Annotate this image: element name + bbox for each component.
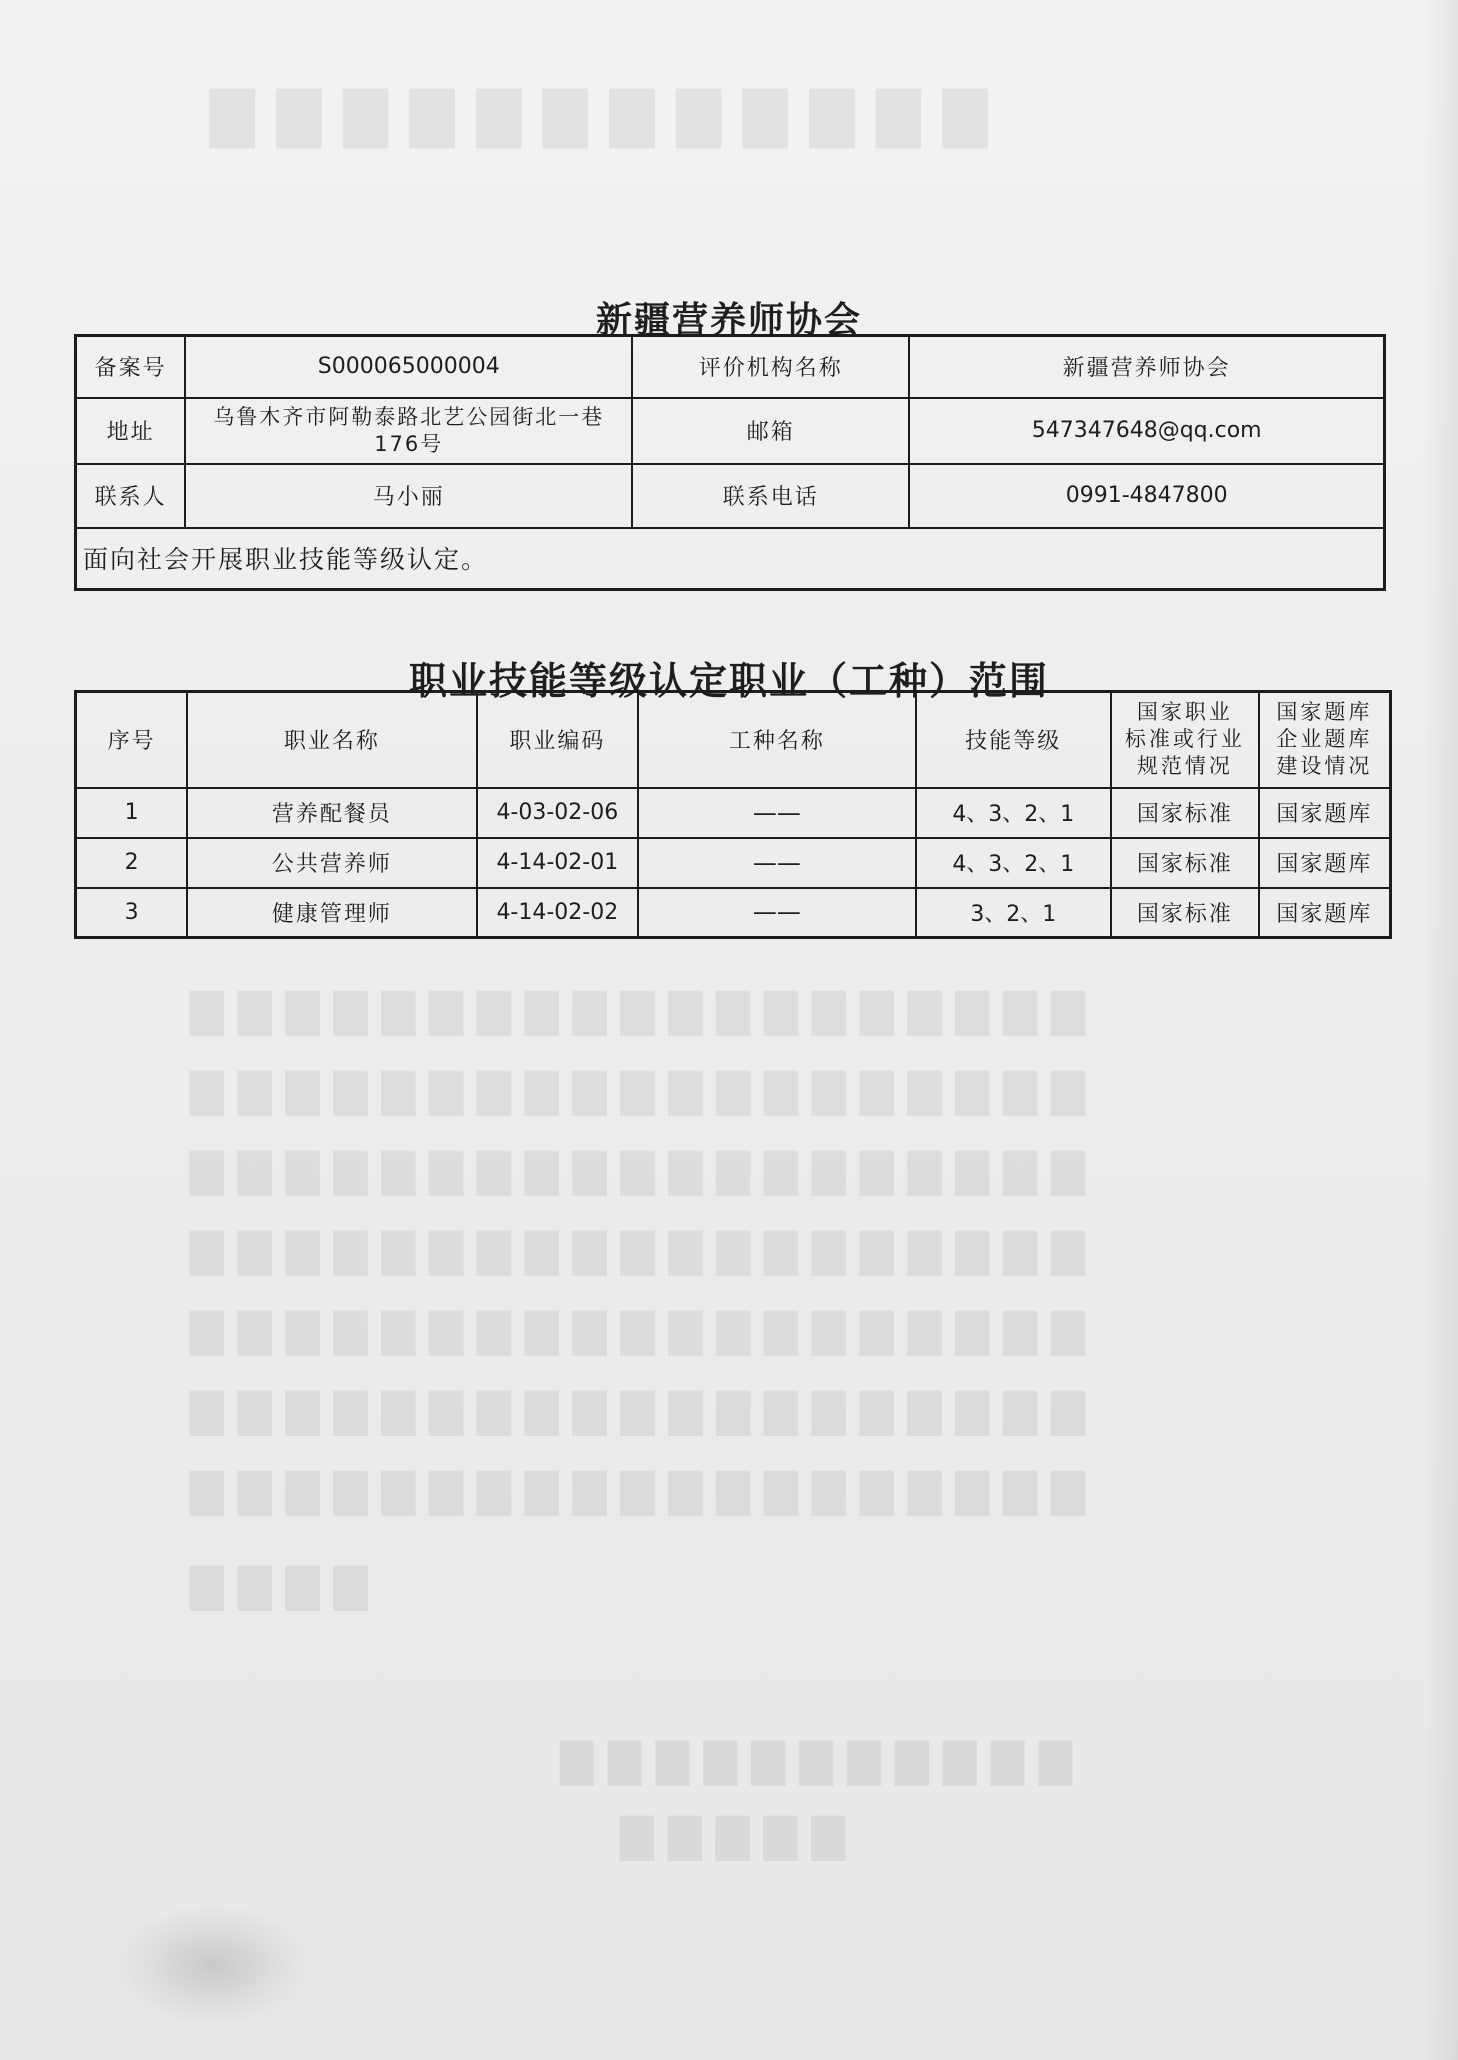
toner-smudge — [118, 1905, 308, 2025]
address-row — [76, 398, 1385, 464]
bleed-through-line: ▇▇▇▇▇▇▇▇▇▇▇▇▇▇▇▇▇▇▇ — [190, 1305, 1099, 1356]
cell-question-bank: 国家题库 — [1259, 838, 1391, 888]
occupation-scope-table — [74, 690, 1392, 939]
cell-level: 3、2、1 — [916, 888, 1112, 938]
header-question-bank-line: 企业题库 — [1276, 727, 1373, 752]
contact-row — [76, 464, 1385, 528]
bleed-through-line: ▇▇▇▇▇▇▇▇▇▇▇▇▇▇▇▇▇▇▇ — [190, 1145, 1099, 1196]
cell-code: 4-03-02-06 — [477, 788, 639, 838]
email-label: 邮箱 — [632, 398, 909, 464]
cell-job-type: —— — [638, 788, 915, 838]
cell-occupation: 营养配餐员 — [187, 788, 476, 838]
contact-value: 马小丽 — [185, 464, 632, 528]
scope-header-row — [76, 692, 1391, 788]
cell-job-type: —— — [638, 838, 915, 888]
phone-value: 0991-4847800 — [909, 464, 1384, 528]
cell-job-type: —— — [638, 888, 915, 938]
cell-question-bank: 国家题库 — [1259, 788, 1391, 838]
phone-label: 联系电话 — [632, 464, 909, 528]
agency-name-label: 评价机构名称 — [632, 336, 909, 398]
contact-label: 联系人 — [76, 464, 186, 528]
bleed-through-line: ▇▇▇▇▇▇▇▇▇▇▇▇▇▇▇▇▇▇▇ — [190, 1465, 1099, 1516]
record-no-label: 备案号 — [76, 336, 186, 398]
bleed-through-line: ▇▇▇▇▇▇▇▇▇▇▇ — [560, 1735, 1087, 1786]
scope-title: 职业技能等级认定职业（工种）范围 — [408, 659, 1049, 703]
header-level: 技能等级 — [916, 692, 1112, 788]
cell-standard: 国家标准 — [1111, 838, 1259, 888]
bleed-through-line: ▇▇▇▇▇ — [620, 1810, 860, 1861]
record-no-value: S000065000004 — [185, 336, 632, 398]
bleed-through-line: ▇▇▇▇ — [190, 1560, 382, 1611]
cell-level: 4、3、2、1 — [916, 788, 1112, 838]
address-label: 地址 — [76, 398, 186, 464]
header-occupation: 职业名称 — [187, 692, 476, 788]
note-row — [76, 528, 1385, 590]
table-row — [76, 888, 1391, 938]
table-row — [76, 788, 1391, 838]
cell-occupation: 公共营养师 — [187, 838, 476, 888]
address-value — [185, 398, 632, 464]
header-job-type: 工种名称 — [638, 692, 915, 788]
header-code: 职业编码 — [477, 692, 639, 788]
bleed-through-line: ▇▇▇▇▇▇▇▇▇▇▇▇ — [210, 80, 1010, 148]
cell-question-bank: 国家题库 — [1259, 888, 1391, 938]
bleed-through-line: ▇▇▇▇▇▇▇▇▇▇▇▇▇▇▇▇▇▇▇ — [190, 985, 1099, 1036]
organization-info-table — [74, 334, 1386, 591]
email-value: 547347648@qq.com — [909, 398, 1384, 464]
agency-name-value: 新疆营养师协会 — [909, 336, 1384, 398]
scope-note: 面向社会开展职业技能等级认定。 — [76, 528, 1385, 590]
bleed-through-line: ▇▇▇▇▇▇▇▇▇▇▇▇▇▇▇▇▇▇▇ — [190, 1385, 1099, 1436]
cell-seq: 3 — [76, 888, 188, 938]
cell-standard: 国家标准 — [1111, 788, 1259, 838]
cell-level: 4、3、2、1 — [916, 838, 1112, 888]
table-row — [76, 838, 1391, 888]
bleed-through-line: ▇▇▇▇▇▇▇▇▇▇▇▇▇▇▇▇▇▇▇ — [190, 1225, 1099, 1276]
header-question-bank — [1259, 692, 1391, 788]
address-line-2: 176号 — [374, 431, 444, 456]
bleed-through-line: ▇▇▇▇▇▇▇▇▇▇▇▇▇▇▇▇▇▇▇ — [190, 1065, 1099, 1116]
cell-seq: 2 — [76, 838, 188, 888]
header-question-bank-line: 国家题库 — [1276, 700, 1373, 725]
cell-standard: 国家标准 — [1111, 888, 1259, 938]
header-seq: 序号 — [76, 692, 188, 788]
header-standard-line: 国家职业 — [1136, 700, 1233, 725]
organization-title: 新疆营养师协会 — [595, 300, 862, 341]
cell-code: 4-14-02-01 — [477, 838, 639, 888]
record-row — [76, 336, 1385, 398]
cell-code: 4-14-02-02 — [477, 888, 639, 938]
header-standard-line: 标准或行业 — [1124, 727, 1245, 752]
header-standard-line: 规范情况 — [1136, 754, 1233, 779]
cell-occupation: 健康管理师 — [187, 888, 476, 938]
header-question-bank-line: 建设情况 — [1276, 754, 1373, 779]
address-line-1: 乌鲁木齐市阿勒泰路北艺公园街北一巷 — [213, 404, 605, 429]
cell-seq: 1 — [76, 788, 188, 838]
header-standard — [1111, 692, 1259, 788]
